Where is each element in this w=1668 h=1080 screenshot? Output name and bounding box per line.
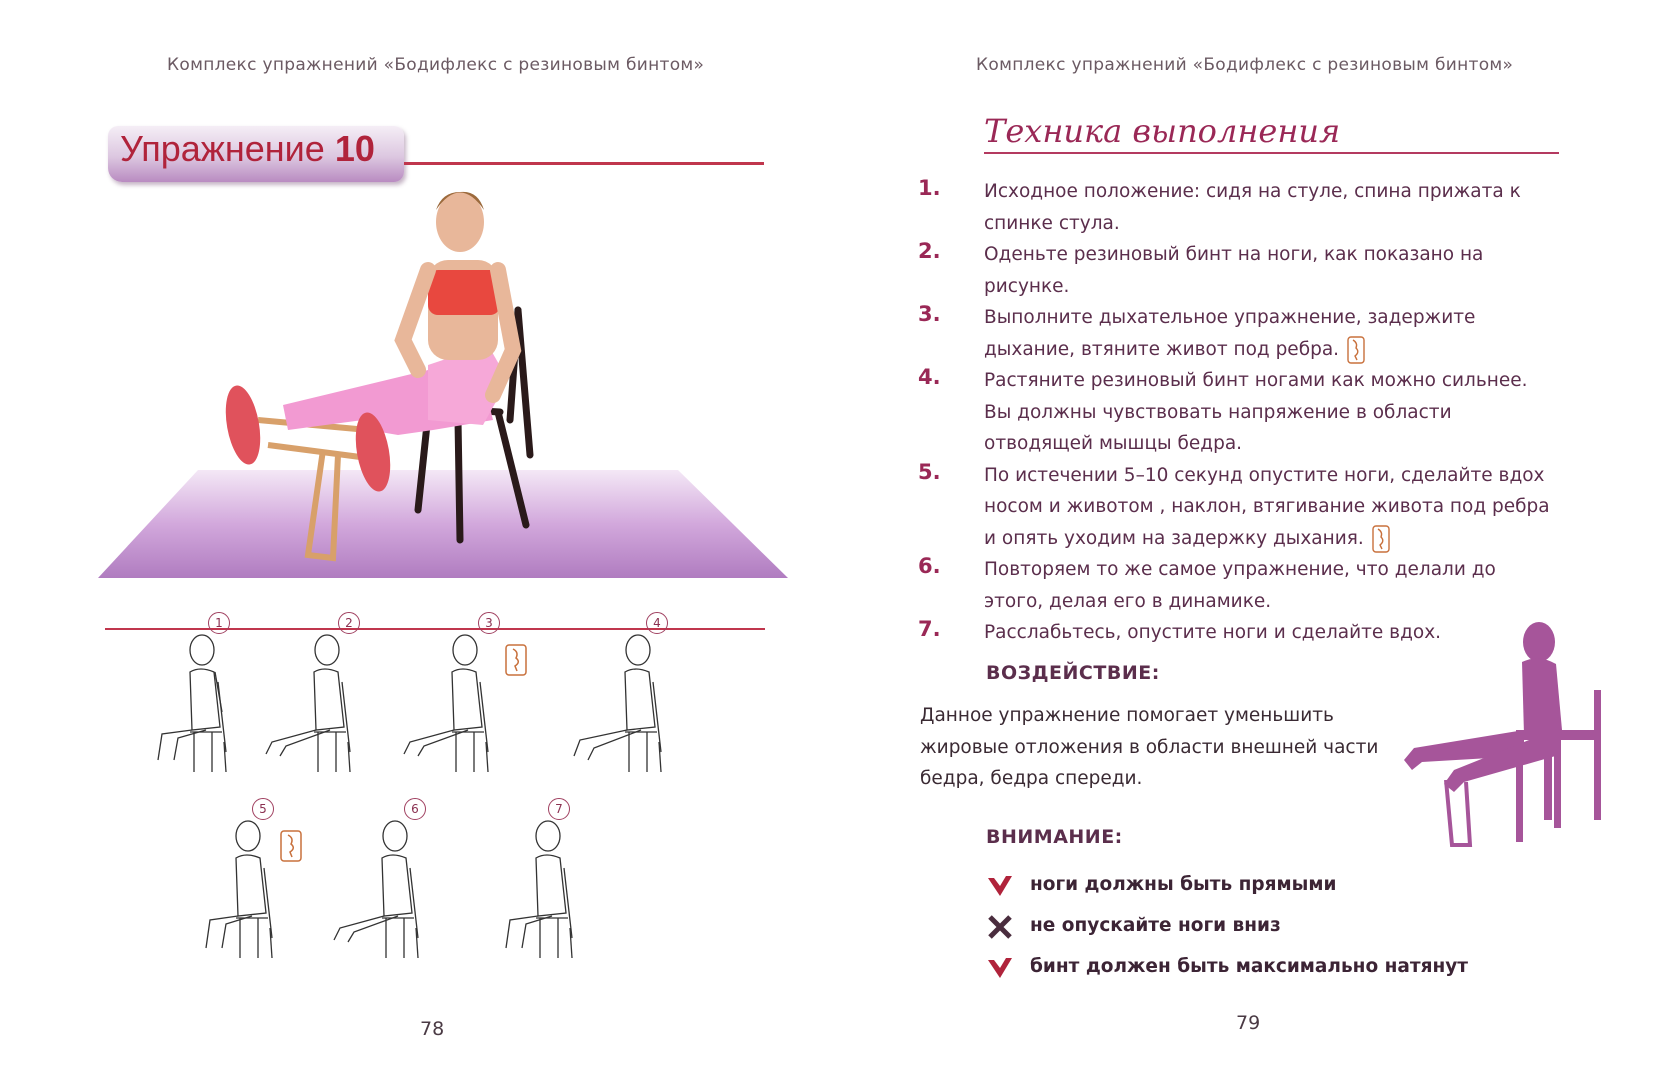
step-number-1: 1 <box>208 612 230 634</box>
attention-text: бинт должен быть максимально натянут <box>1030 956 1469 977</box>
check-icon <box>986 952 1014 982</box>
attention-text: ноги должны быть прямыми <box>1030 874 1337 895</box>
technique-underline <box>984 152 1559 154</box>
step-item <box>918 176 1558 239</box>
sports-top <box>428 270 500 315</box>
running-head-left: Комплекс упражнений «Бодифлекс с резиновым бинтом» <box>167 55 705 75</box>
step-figure-1 <box>150 632 280 802</box>
right-page <box>834 0 1668 1080</box>
step-number-2: 2 <box>338 612 360 634</box>
step-text: Оденьте резиновый бинт на ноги, как показано на рисунке. <box>984 244 1484 297</box>
step-text: Расслабьтесь, опустите ноги и сделайте вдох. <box>984 622 1442 643</box>
page-number-left: 78 <box>420 1018 445 1040</box>
step-text-with-icon <box>984 302 1558 365</box>
breath-hold-icon <box>280 830 302 862</box>
cross-icon <box>986 911 1014 941</box>
step-item <box>918 302 1558 365</box>
step-index: 1. <box>918 176 941 200</box>
exercise-label: Упражнение <box>120 128 325 169</box>
effect-text: Данное упражнение помогает уменьшить жировые отложения в области внешней части бедра, бедра спереди. <box>920 705 1379 789</box>
step-number-5: 5 <box>252 798 274 820</box>
steps-list <box>918 176 1558 649</box>
step-item <box>918 365 1558 460</box>
step-figure-7 <box>496 818 626 988</box>
step-text-with-icon <box>984 460 1558 555</box>
breath-hold-icon <box>1347 336 1365 364</box>
step-index: 7. <box>918 617 941 641</box>
step-figure-4 <box>568 632 698 802</box>
step-number-4: 4 <box>646 612 668 634</box>
exercise-mat <box>98 470 788 578</box>
step-index: 3. <box>918 302 941 326</box>
exercise-number: 10 <box>334 128 375 169</box>
attention-text: не опускайте ноги вниз <box>1030 915 1281 936</box>
title-underline <box>404 162 764 165</box>
step-text: Растяните резиновый бинт ногами как можно сильнее. Вы должны чувствовать напряжение в области отводящей мышцы бедра. <box>984 370 1528 454</box>
exercise-title <box>120 128 375 170</box>
breath-hold-icon <box>505 644 527 676</box>
step-item <box>918 554 1558 617</box>
step-item <box>918 460 1558 555</box>
technique-title: Техника выполнения <box>984 112 1341 150</box>
step-figure-5 <box>196 818 326 988</box>
page-number-right: 79 <box>1236 1012 1261 1034</box>
step-number-3: 3 <box>478 612 500 634</box>
step-figure-2 <box>262 632 392 802</box>
step-number-7: 7 <box>548 798 570 820</box>
step-text: Выполните дыхательное упражнение, задержите дыхание, втяните живот под ребра. <box>984 307 1476 360</box>
exercise-photo <box>98 180 788 620</box>
step-text: Повторяем то же самое упражнение, что делали до этого, делая его в динамике. <box>984 559 1496 612</box>
step-item <box>918 239 1558 302</box>
exercise-silhouette <box>1394 620 1614 860</box>
effect-title: ВОЗДЕЙСТВИЕ: <box>986 662 1160 684</box>
running-head-right: Комплекс упражнений «Бодифлекс с резиновым бинтом» <box>976 55 1514 75</box>
step-index: 4. <box>918 365 941 389</box>
step-text: Исходное положение: сидя на стуле, спина прижата к спинке стула. <box>984 181 1521 234</box>
step-index: 6. <box>918 554 941 578</box>
check-icon <box>986 870 1014 900</box>
step-figure-6 <box>330 818 460 988</box>
left-shoe <box>220 383 265 467</box>
breath-hold-icon <box>1372 525 1390 553</box>
step-number-6: 6 <box>404 798 426 820</box>
step-text: По истечении 5–10 секунд опустите ноги, сделайте вдох носом и животом , наклон, втягивание живота под ребра и опять уходим на задержку дыхания. <box>984 464 1550 549</box>
attention-title: ВНИМАНИЕ: <box>986 826 1123 848</box>
step-index: 5. <box>918 459 941 484</box>
step-index: 2. <box>918 239 941 263</box>
